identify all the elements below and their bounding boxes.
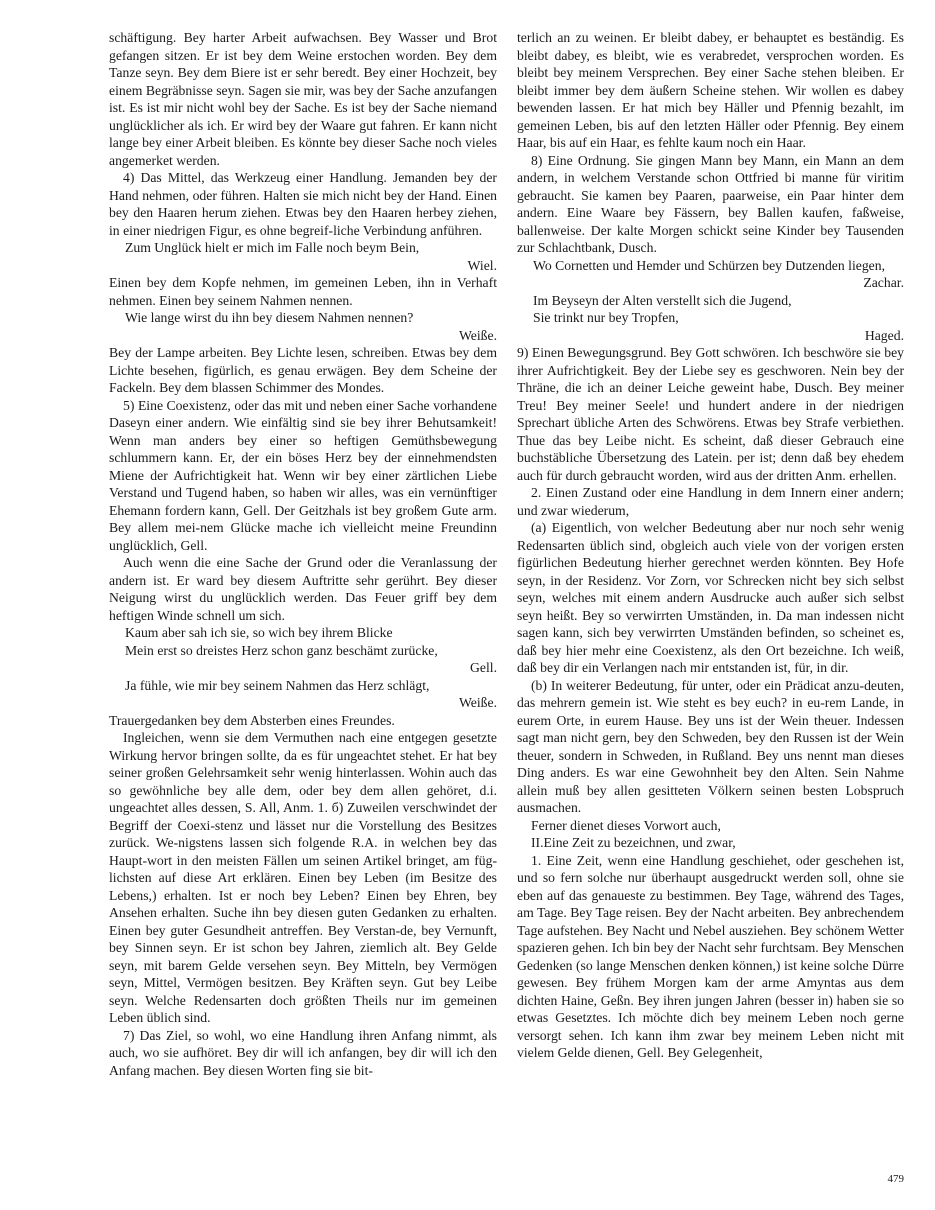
paragraph: Ferner dienet dieses Vorwort auch,	[531, 817, 721, 833]
paragraph: 8) Eine Ordnung. Sie gingen Mann bey Mann, ein Mann an dem andern, in welchem Verstande schon Ottfried bi manne für viritim gebraucht. Sie kamen bey Paaren, paarweise, ein Paar hinter dem andern. Eine Waare bey Fässern, bey Ballen kaufen, faßweise, ballenweise. Der kalte Morgen schickt seine Kinder bey Tausenden zur Schlachtbank, Dusch.	[517, 152, 904, 255]
citation-author: Weiße.	[458, 695, 497, 710]
left-column	[109, 29, 497, 1079]
paragraph: Auch wenn die eine Sache der Grund oder die Veranlassung der andern ist. Er ward bey diesem Auftritte sehr gerührt. Bey dieser Neigung wirst du unglücklich werden. Das Feuer griff bey dem heftigen Winde schnell um sich.	[109, 555, 497, 623]
page-number: 479	[887, 1173, 904, 1185]
citation-author: Zachar.	[863, 275, 904, 290]
citation-author: Gell.	[470, 660, 497, 675]
paragraph: terlich an zu weinen. Er bleibt dabey, er behauptet es beständig. Es bleibt dabey, es bleibt, wie es verabredet, versprochen worden. Es bleibt bey meinem Versprechen. Bey einer Sache stehen bleiben. Er bleibt immer bey dem äußern Scheine stehen. Wir wollen es dabey bewenden lassen. Er hat mich bey Häller und Pfennig bezahlt, im gemeinen Leben, bis auf den letzten Häller oder Pfennig. Bey einem Haar, bis auf ein Haar, es fehlte kaum noch ein Haar.	[517, 30, 904, 150]
paragraph: Bey der Lampe arbeiten. Bey Lichte lesen, schreiben. Etwas bey dem Lichte besehen, figürlich, es genau erwägen. Bey dem Scheine der Fackeln. Bey dem blassen Schimmer des Mondes.	[109, 345, 497, 395]
paragraph: 7) Das Ziel, so wohl, wo eine Handlung ihren Anfang nimmt, als auch, wo sie aufhöret. Bey dir will ich anfangen, bey dir will ich den Anfang machen. Bey diesen Worten fing sie bit-	[109, 1027, 497, 1078]
verse-line: Zum Unglück hielt er mich im Falle noch beym Bein,	[125, 240, 420, 255]
verse-line: Mein erst so dreistes Herz schon ganz beschämt zurücke,	[125, 642, 438, 658]
citation-author: Haged.	[864, 327, 904, 343]
paragraph: 4) Das Mittel, das Werkzeug einer Handlung. Jemanden bey der Hand nehmen, oder führen. Halten sie mich nicht bey der Hand. Einen bey den Haaren herum ziehen. Etwas bey den Haaren herbey ziehen, in einer niedrigen Figur, es ohne begreif-liche Verbindung anführen.	[109, 170, 497, 238]
citation-author: Wiel.	[467, 257, 497, 273]
paragraph: 9) Einen Bewegungsgrund. Bey Gott schwören. Ich beschwöre sie bey ihrer Aufrichtigkeit. Bey der Liebe sey es geschworen. Nein bey der Thräne, die ich an deiner Leiche geweint habe, Dusch. Bey meiner Treu! Bey meiner Seele! und hundert andere in der niedrigen Sprechart übliche Arten des Schwörens. Etwas bey Strafe verbiethen. Thue das bey Leibe nicht. Es scheint, daß dieser Gebrauch eine buchstäbliche Übersetzung des Latein. per ist; denn daß bey ehedem auch für durch gebraucht worden, wird aus der dritten Anm. erhellen.	[517, 345, 904, 483]
paragraph: schäftigung. Bey harter Arbeit aufwachsen. Bey Wasser und Brot gefangen sitzen. Er ist bey dem Weine erstochen worden. Bey dem Tanze seyn. Bey dem Biere ist er sehr beredt. Bey einer Hochzeit, bey einem Begräbnisse seyn. Sagen sie mir, was bey der Sache anzufangen ist. Es ist mir nicht wohl bey der Sache. Es ist bey der Sache niemand unglücklicher als ich. Er wird bey der Waare gut fahren. Er kann nicht lange bey einer Arbeit bleiben. Es könnte bey dieser Sache noch vieles angemerket werden.	[109, 30, 497, 168]
citation-author: Weiße.	[458, 327, 497, 343]
paragraph: (b) In weiterer Bedeutung, für unter, oder ein Prädicat anzu-deuten, das mehrern gemein ist. Wie steht es bey euch? in eu-rem Lande, in eurem Orte, in eurem Hause. Bey uns ist der Wein theuer. Indessen sagt man nicht gern, bey den Schweden, bey den Russen ist der Wein theuer, sondern in Schweden, in Rußland. Bey uns nennt man dieses Ding anders. Es war eine Gewohnheit bey den Alten. Sein Nahme allein muß bey allen gesitteten Völkern seinen besten Lobspruch ausmachen.	[517, 677, 904, 815]
paragraph: Ingleichen, wenn sie dem Vermuthen nach eine entgegen gesetzte Wirkung hervor bringen sollte, da es für ungeachtet stehet. Er hat bey seiner großen Gelehrsamkeit sehr wenig hinterlassen. Wohin auch das so gewöhnliche bey alle dem, oder bey dem allen gehöret, d.i. ungeachtet alles dessen, S. All, Anm. 1. б) Zuweilen verschwindet der Begriff der Coexi-stenz und lässet nur die Vorstellung des Besitzes zurück. We-nigstens lassen sich folgende R.A. in welchen bey das Haupt-wort in den meisten Fällen um seinen Artikel bringet, am füg-lichsten auf diese Art erklären. Einen bey Leben (im Besitze des Lebens,) erhalten. Ist er noch bey Leben? Einen bey Ehren, bey Ansehen erhalten. Suche ihn bey diesen guten Gedanken zu erhalten. Einen bey guter Gesundheit antreffen. Bey Verstan-de, bey Vernunft, bey Sinnen seyn. Er ist schon bey Jahren, ziemlich alt. Bey Gelde seyn, mit barem Gelde versehen seyn. Bey Mitteln, bey Vermögen seyn, Mittel, Vermögen besitzen. Bey Kräften seyn. Gut bey Leibe seyn. Welche Redensarten doch größten Theils nur im gemeinen Leben üblich sind.	[109, 730, 497, 1025]
paragraph: 1. Eine Zeit, wenn eine Handlung geschiehet, oder geschehen ist, und so fern solche nur überhaupt ausgedruckt werden soll, ohne sie eben auf das genaueste zu bestimmen. Bey Tage, während des Tages, am Tage. Bey Tage reisen. Bey der Nacht arbeiten. Bey anbrechendem Tage aufstehen. Bey Nacht und Nebel ausziehen. Bey schönem Wetter spazieren gehen. Ich bin bey der Nacht sehr furchtsam. Bey Menschen Gedenken (so lange Menschen denken können,) ist keine solche Dürre gewesen. Bey frühem Morgen kam der arme Amyntas aus dem dichten Haine, Geßn. Bey ihren jungen Jahren (besser in) haben sie so etwas Gesetztes. Ich möchte dich bey meinem Leben noch gerne versorgt sehen. Ich kann ihm zwar bey meinem Leben nicht mit vielem Gelde dienen, Gell. Bey Gelegenheit,	[517, 852, 904, 1060]
verse-line: Im Beyseyn der Alten verstellt sich die Jugend,	[533, 292, 792, 308]
verse-line: Kaum aber sah ich sie, so wich bey ihrem Blicke	[125, 625, 393, 640]
verse-line: Wie lange wirst du ihn bey diesem Nahmen nennen?	[125, 310, 414, 325]
paragraph: II.Eine Zeit zu bezeichnen, und zwar,	[531, 835, 736, 850]
paragraph: 5) Eine Coexistenz, oder das mit und neben einer Sache vorhandene Daseyn einer andern. Wie einfältig sind sie bey ihrer Behutsamkeit! Wenn man anders bey einer so heftigen Gemüthsbewegung schlummern kann. Er, der ein böses Herz bey der einnehmendsten Miene der Aufrichtigkeit hat. Wenn wir bey einer zärtlichen Liebe Verstand und Tugend haben, so haben wir alles, was ein vernünftiger Ehemann fordern kann, Gell. Der Geitzhals ist bey großem Gute arm. Bey allem mei-nem Glücke mache ich vielleicht meine Freundinn unglücklich, Gell.	[109, 397, 497, 553]
paragraph: 2. Einen Zustand oder eine Handlung in dem Innern einer andern; und zwar wiederum,	[517, 485, 904, 518]
right-column	[517, 29, 904, 1062]
paragraph: Einen bey dem Kopfe nehmen, im gemeinen Leben, ihn in Verhaft nehmen. Einen bey seinem Nahmen nennen.	[109, 275, 497, 308]
verse-line: Ja fühle, wie mir bey seinem Nahmen das Herz schlägt,	[125, 677, 430, 693]
verse-line: Sie trinkt nur bey Tropfen,	[533, 310, 679, 325]
paragraph: Trauergedanken bey dem Absterben eines Freundes.	[109, 712, 395, 728]
paragraph: (a) Eigentlich, von welcher Bedeutung aber nur noch sehr wenig Redensarten üblich sind, obgleich auch viele von der vorigen ersten figürlichen Bedeutung hierher gerechnet werden könnten. Bey Hofe seyn, in der Residenz. Vor Zorn, vor Schrecken nicht bey sich selbst seyn, welches mit einem andern Ausdrucke auch außer sich selbst seyn heißt. Bey so verwirrten Umständen, in. Da man indessen nicht sagen kann, sich bey verwirrten Umständen befinden, so scheinet es, daß bey hier mehr eine Coexistenz, als den Ort bezeichne. Ich weiß, daß bey dir ein Verlangen nach mir entstanden ist, für, in dir.	[517, 520, 904, 675]
verse-line: Wo Cornetten und Hemder und Schürzen bey Dutzenden liegen,	[533, 257, 886, 273]
